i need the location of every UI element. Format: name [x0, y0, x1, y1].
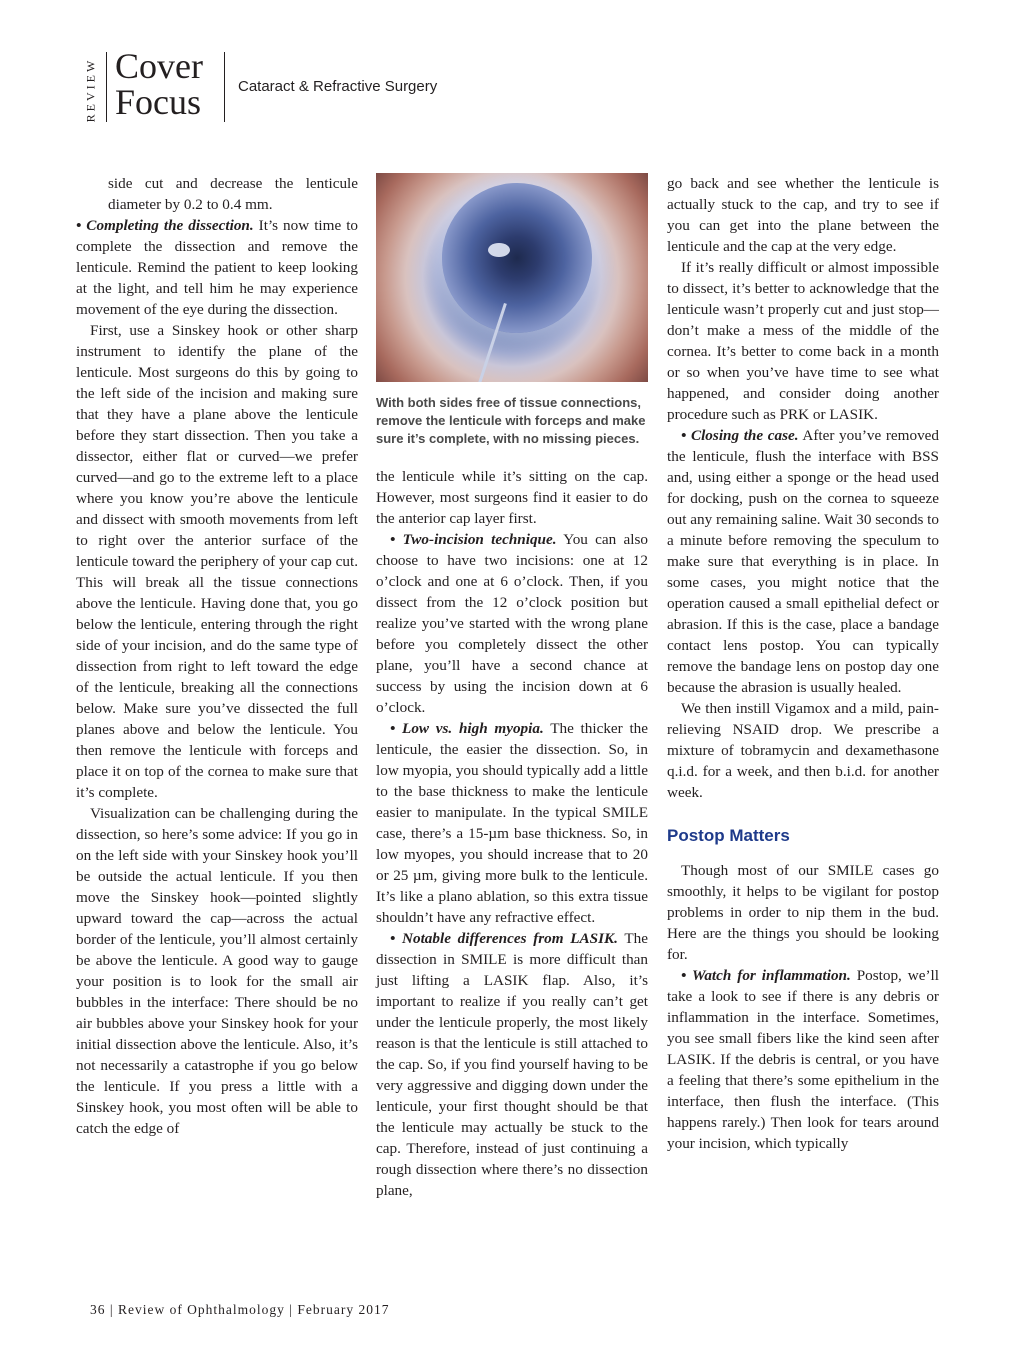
run-in-heading: • Closing the case.	[681, 427, 799, 444]
article-column-2	[376, 466, 648, 1201]
article-column-3	[667, 173, 939, 1154]
run-in-heading: • Two-incision technique.	[390, 531, 557, 548]
cover-focus-title	[115, 48, 203, 120]
paragraph: First, use a Sinskey hook or other sharp instrument to identify the plane of the lenticule. Most surgeons do this by going to the left side of the incision and making sure that they have a plane above the lenticule before they start dissection. Then you take a dissector, either flat or curved—we prefer curved—and go to the extreme left to a place where you know you’re above the lenticule and dissect with smooth movements from left to right over the anterior surface of the lenticule toward the periphery of your cap cut. This will break all the tissue connections above the lenticule. Having done that, you go below the lenticule, entering through the right side of your incision, and do the same type of dissection from right to left toward the edge of the lenticule, breaking all the connections below. Make sure you’ve dissected the full planes above and below the lenticule. You then remove the lenticule with forceps and place it on top of the cornea to make sure that it’s complete.	[76, 322, 358, 801]
paragraph: • Low vs. high myopia. The thicker the lenticule, the easier the dissection. So, in low myopia, you should typically add a little to the base thickness to make the lenticule easier to manipulate. In the typical SMILE case, there’s a 15-µm base thickness. So, in low myopes, you should increase that to 20 or 25 µm, giving more bulk to the lenticule. It’s like a plano ablation, so this extra tissue shouldn’t have any refractive effect.	[376, 720, 648, 926]
run-in-heading: • Low vs. high myopia.	[390, 720, 544, 737]
paragraph: • Watch for inflammation. Postop, we’ll take a look to see if there is any debris or inflammation in the interface. Sometimes, you see small fibers like the kind seen after LASIK. If the debris is central, or you have a feeling that there’s some epithelium in the interface, then flush the interface. (This happens rarely.) Then look for tears around your incision, which typically	[667, 967, 939, 1152]
cover-word: Cover	[115, 46, 203, 86]
paragraph: the lenticule while it’s sitting on the cap. However, most surgeons find it easier to do the anterior cap layer first.	[376, 468, 648, 527]
header-divider	[106, 52, 107, 122]
paragraph: • Closing the case. After you’ve removed the lenticule, flush the interface with BSS and, using either a sponge or the head used for docking, push on the cornea to squeeze out any remaining saline. Wait 30 seconds to a minute before removing the speculum to make sure that everything is in place. In some cases, you might notice that the operation caused a small epithelial defect or abrasion. If this is the case, place a bandage contact lens postop. You can typically remove the bandage lens on postop day one because the abrasion is usually healed.	[667, 427, 940, 696]
article-column-1	[76, 173, 358, 1139]
paragraph: Though most of our SMILE cases go smoothly, it helps to be vigilant for postop problems in order to nip them in the bud. Here are the things you should be looking for.	[667, 862, 939, 963]
paragraph: Visualization can be challenging during the dissection, so here’s some advice: If you go in on the left side with your Sinskey hook you’ll be outside the actual lenticule. If you then move the Sinskey hook—pointed slightly upward toward the cap—across the actual border of the lenticule, you’ll almost certainly be above the lenticule. A good way to gauge your position is to look for the small air bubbles in the interface: There should be no air bubbles above your Sinskey hook for your initial dissection above the lenticule. Also, it’s not necessarily a catastrophe if you go below the lenticule. If you press a little with a Sinskey hook, you most often will be able to catch the edge of	[76, 805, 358, 1137]
eye-image	[442, 183, 592, 333]
paragraph: go back and see whether the lenticule is actually stuck to the cap, and try to see if you can get into the plane between the lenticule and the cap at the very edge.	[667, 175, 939, 255]
paragraph: If it’s really difficult or almost impossible to dissect, it’s better to acknowledge that the lenticule wasn’t properly cut and just stop—don’t make a mess of the middle of the cornea. It’s better to come back in a month or so when you’ve have time to see what happened, and consider doing another procedure such as PRK or LASIK.	[667, 259, 939, 423]
paragraph: • Completing the dissection. It’s now time to complete the dissection and remove the lenticule. Remind the patient to keep looking at the light, and tell him he may experience movement of the eye during the dissection.	[76, 217, 359, 318]
run-in-heading: • Watch for inflammation.	[681, 967, 851, 984]
page-footer: 36 | Review of Ophthalmology | February 2017	[90, 1302, 390, 1317]
surgical-photo	[376, 173, 648, 382]
run-in-heading: • Notable differences from LASIK.	[390, 930, 618, 947]
paragraph: • Notable differences from LASIK. The dissection in SMILE is more difficult than just lifting a LASIK flap. Also, it’s important to realize if you really can’t get under the lenticule properly, the most likely reason is that the lenticule is still attached to the cap. So, if you find yourself having to be very aggressive and digging down under the lenticule, your first thought should be that the lenticule may actually be stuck to the cap. Therefore, instead of just continuing a rough dissection where there’s no dissection plane,	[376, 930, 648, 1199]
review-label: REVIEW	[83, 57, 98, 123]
section-subhead: Postop Matters	[667, 826, 790, 845]
focus-word: Focus	[115, 82, 202, 122]
figure-caption: With both sides free of tissue connections, remove the lenticule with forceps and make sure it’s complete, with no missing pieces.	[376, 395, 646, 446]
run-in-heading: • Completing the dissection.	[76, 217, 254, 234]
header-divider-2	[224, 52, 225, 122]
section-title: Cataract & Refractive Surgery	[238, 78, 438, 95]
paragraph: We then instill Vigamox and a mild, pain-relieving NSAID drop. We prescribe a mixture of tobramycin and dexamethasone q.i.d. for a week, and then b.i.d. for another week.	[667, 700, 939, 801]
light-reflex	[488, 243, 510, 257]
paragraph: side cut and decrease the lenticule diameter by 0.2 to 0.4 mm.	[108, 175, 358, 213]
paragraph: • Two-incision technique. You can also choose to have two incisions: one at 12 o’clock and one at 6 o’clock. Then, if you dissect from the 12 o’clock position but realize you’ve started with the wrong plane before you completely dissect the other plane, you’ll have a second chance at success by using the incision down at 6 o’clock.	[376, 531, 648, 716]
